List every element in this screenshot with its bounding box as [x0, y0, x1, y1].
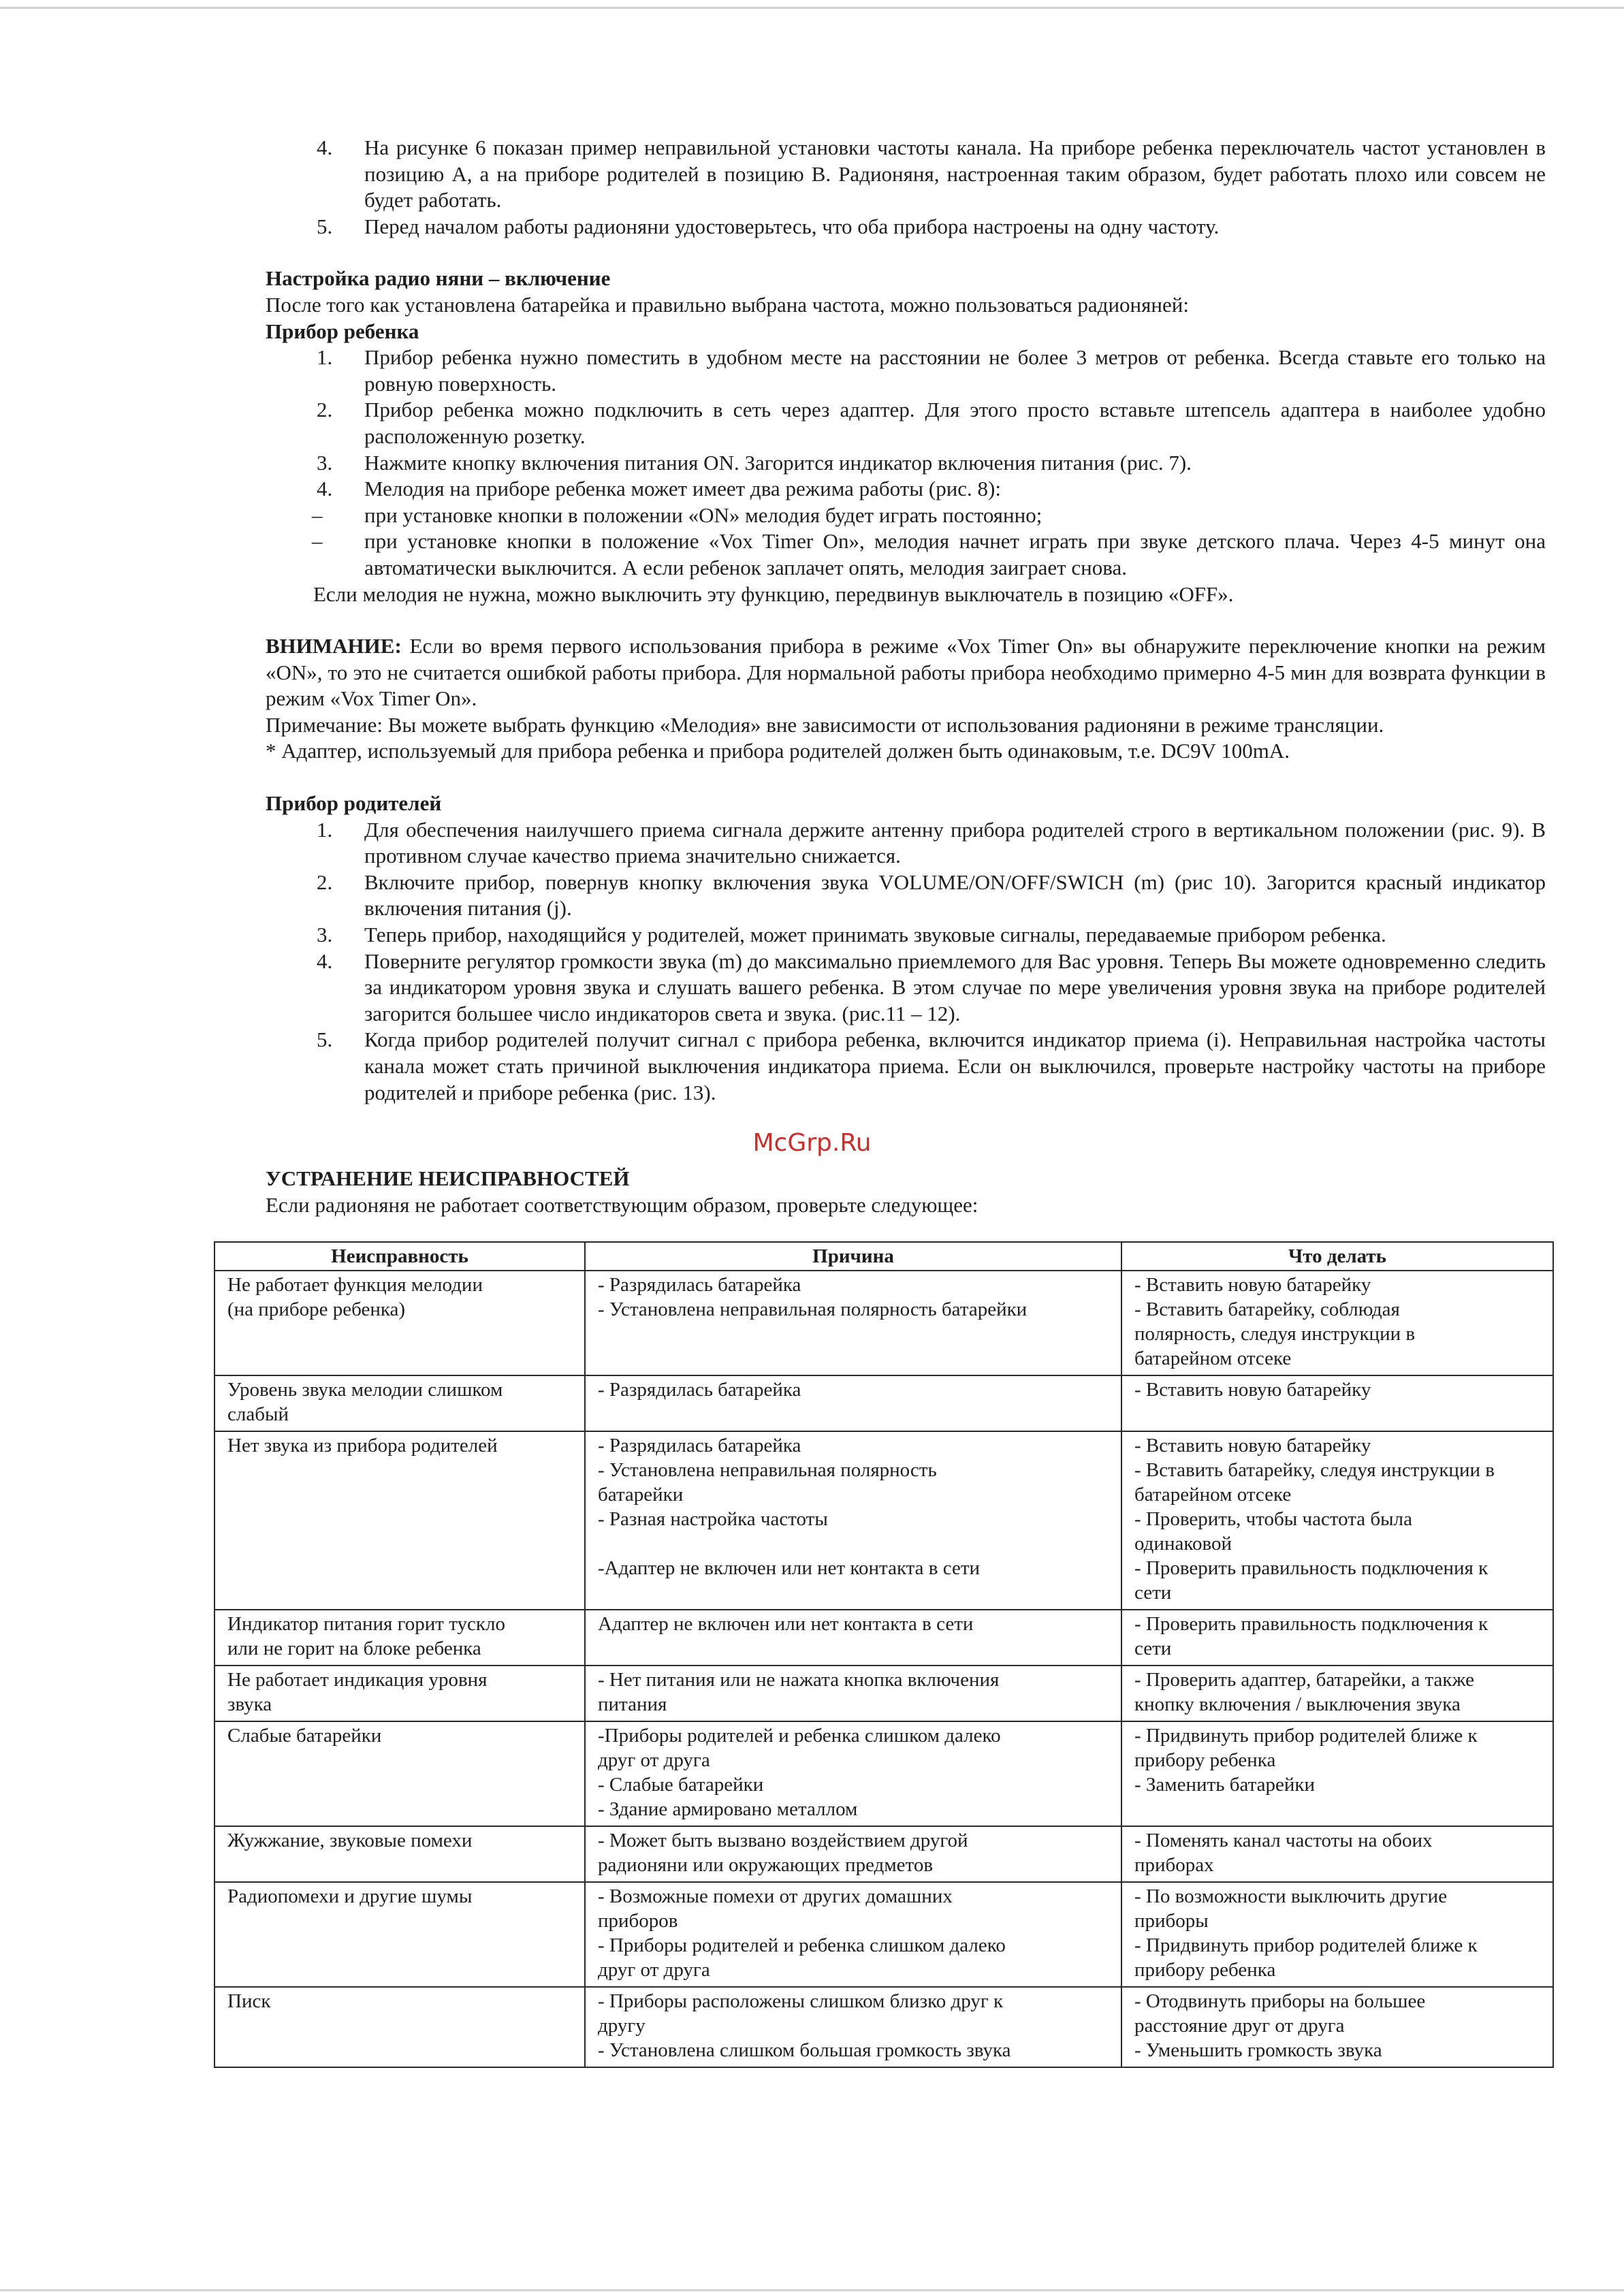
- adapter-note: * Адаптер, используемый для прибора ребенка и прибора родителей должен быть одинаковым, т.е. DC9V 100mA.: [266, 739, 1290, 763]
- cell-line: или не горит на блоке ребенка: [227, 1638, 481, 1659]
- child-dash-item: – при установке кнопки в положение «Vox Timer On», мелодия начнет играть при звуке детского плача. Через 4-5 минут она автоматически выключится. А если ребенок заплачет опять, мелодия заиграет снова.: [312, 529, 1546, 579]
- cell-line: батарейки: [598, 1484, 684, 1506]
- cell-line: одинаковой: [1134, 1533, 1232, 1555]
- troubleshooting-header: [266, 1166, 978, 1218]
- cell-line: расстояние друг от друга: [1134, 2015, 1345, 2037]
- cell-line: питания: [598, 1693, 667, 1715]
- cell-line: - Разная настройка частоты: [598, 1508, 828, 1530]
- problem-cell: [214, 1826, 585, 1882]
- child-item: 3. Нажмите кнопку включения питания ON. Загорится индикатор включения питания (рис. 7).: [317, 450, 1192, 475]
- table-body: [214, 1271, 1553, 2067]
- child-item: 2. Прибор ребенка можно подключить в сеть через адаптер. Для этого просто вставьте штепсель адаптера в наиболее удобно расположенную розетку.: [317, 398, 1546, 448]
- child-item: 4. Мелодия на приборе ребенка может имеет два режима работы (рис. 8):: [317, 477, 1001, 501]
- cell-line: Не работает функция мелодии: [227, 1274, 483, 1296]
- cell-line: - Проверить правильность подключения к: [1134, 1613, 1488, 1635]
- cell-line: слабый: [227, 1403, 289, 1425]
- problem-cell: [214, 1375, 585, 1431]
- problem-cell: [214, 1721, 585, 1826]
- column-header: Что делать: [1121, 1242, 1553, 1271]
- cell-line: прибору ребенка: [1134, 1959, 1276, 1981]
- troubleshooting-table: [214, 1241, 1554, 2068]
- cell-line: Уровень звука мелодии слишком: [227, 1379, 503, 1401]
- action-cell: [1121, 1271, 1553, 1375]
- column-header: Причина: [585, 1242, 1121, 1271]
- cell-line: - Разрядилась батарейка: [598, 1379, 801, 1401]
- table-row: [214, 1666, 1553, 1721]
- cell-line: - Разрядилась батарейка: [598, 1274, 801, 1296]
- attention-label: ВНИМАНИЕ:: [266, 634, 402, 658]
- cell-line: - По возможности выключить другие: [1134, 1885, 1448, 1907]
- cell-line: [598, 1531, 1109, 1556]
- cell-line: приборы: [1134, 1910, 1209, 1932]
- cell-line: другу: [598, 2015, 646, 2037]
- cell-line: - Вставить новую батарейку: [1134, 1435, 1371, 1456]
- cell-line: батарейном отсеке: [1134, 1348, 1292, 1369]
- table-row: [214, 1882, 1553, 1987]
- cell-line: -Адаптер не включен или нет контакта в сети: [598, 1557, 981, 1579]
- setup-heading: Настройка радио няни – включение: [266, 266, 611, 291]
- column-header: Неисправность: [214, 1242, 585, 1271]
- cell-line: - Вставить батарейку, соблюдая: [1134, 1299, 1400, 1320]
- problem-cell: [214, 1431, 585, 1610]
- cell-line: - Придвинуть прибор родителей ближе к: [1134, 1725, 1478, 1747]
- cell-line: Слабые батарейки: [227, 1725, 382, 1747]
- problem-cell: [214, 1882, 585, 1987]
- parent-unit-heading: Прибор родителей: [266, 791, 442, 816]
- action-cell: [1121, 1375, 1553, 1431]
- intro-item: 5. Перед началом работы радионяни удостоверьтесь, что оба прибора настроены на одну частоту.: [317, 214, 1220, 238]
- cell-line: Индикатор питания горит тускло: [227, 1613, 505, 1635]
- cell-line: сети: [1134, 1582, 1172, 1604]
- table-row: [214, 1271, 1553, 1375]
- table-row: [214, 1721, 1553, 1826]
- scan-bottom-edge: [0, 2289, 1624, 2291]
- troubleshooting-heading: УСТРАНЕНИЕ НЕИСПРАВНОСТЕЙ: [266, 1166, 630, 1190]
- cell-line: (на приборе ребенка): [227, 1299, 406, 1320]
- cause-cell: [585, 1721, 1121, 1826]
- cell-line: - Вставить новую батарейку: [1134, 1379, 1371, 1401]
- cause-cell: [585, 1375, 1121, 1431]
- cell-line: батарейном отсеке: [1134, 1484, 1292, 1506]
- cell-line: - Здание армировано металлом: [598, 1798, 858, 1820]
- cell-line: Радиопомехи и другие шумы: [227, 1885, 473, 1907]
- cause-cell: [585, 1666, 1121, 1721]
- table-row: [214, 1431, 1553, 1610]
- cell-line: Писк: [227, 1990, 271, 2012]
- cell-line: приборах: [1134, 1854, 1214, 1876]
- table-header-row: [214, 1242, 1553, 1271]
- parent-item: 4. Поверните регулятор громкости звука (m) до максимально приемлемого для Вас уровня. Теперь Вы можете одновременно следить за индикатором уровня звука и слушать вашего ребенка. В этом случае по мере увеличения уровня звука на приборе родителей загорится большее число индикаторов света и звука. (рис.11 – 12).: [317, 949, 1546, 1025]
- cell-line: - Вставить новую батарейку: [1134, 1274, 1371, 1296]
- cause-cell: [585, 1610, 1121, 1666]
- cell-line: - Приборы расположены слишком близко друг к: [598, 1990, 1004, 2012]
- cause-cell: [585, 1271, 1121, 1375]
- note: Примечание: Вы можете выбрать функцию «Мелодия» вне зависимости от использования радионяни в режиме трансляции.: [266, 712, 1384, 737]
- problem-cell: [214, 1987, 585, 2067]
- cell-line: - Может быть вызвано воздействием другой: [598, 1830, 968, 1851]
- setup-intro: После того как установлена батарейка и правильно выбрана частота, можно пользоваться радионяней:: [266, 292, 1189, 317]
- action-cell: [1121, 1987, 1553, 2067]
- cell-line: - Разрядилась батарейка: [598, 1435, 801, 1456]
- parent-item: 2. Включите прибор, повернув кнопку включения звука VOLUME/ON/OFF/SWICH (m) (рис 10). Загорится красный индикатор включения питания (j).: [317, 870, 1546, 921]
- troubleshooting-intro: Если радионяня не работает соответствующим образом, проверьте следующее:: [266, 1192, 978, 1217]
- child-dash-item: – при установке кнопки в положении «ON» мелодия будет играть постоянно;: [312, 503, 1042, 527]
- parent-item: 1. Для обеспечения наилучшего приема сигнала держите антенну прибора родителей строго в вертикальном положении (рис. 9). В противном случае качество приема значительно снижается.: [317, 817, 1546, 868]
- cell-line: прибору ребенка: [1134, 1749, 1276, 1771]
- cell-line: Адаптер не включен или нет контакта в сети: [598, 1613, 974, 1635]
- melody-off-note: Если мелодия не нужна, можно выключить эту функцию, передвинув выключатель в позицию «OFF».: [313, 582, 1234, 606]
- action-cell: [1121, 1666, 1553, 1721]
- cell-line: Жужжание, звуковые помехи: [227, 1830, 473, 1851]
- cell-line: Нет звука из прибора родителей: [227, 1435, 498, 1456]
- action-cell: [1121, 1431, 1553, 1610]
- intro-item: 4. На рисунке 6 показан пример неправильной установки частоты канала. На приборе ребенка переключатель частот установлен в позицию А, а на приборе родителей в позицию В. Радионяня, настроенная таким образом, будет работать плохо или совсем не будет работать.: [317, 136, 1546, 212]
- cell-line: - Проверить адаптер, батарейки, а также: [1134, 1669, 1475, 1691]
- cell-line: - Установлена неправильная полярность: [598, 1459, 937, 1481]
- action-cell: [1121, 1826, 1553, 1882]
- table-row: [214, 1826, 1553, 1882]
- table-row: [214, 1987, 1553, 2067]
- cell-line: - Проверить, чтобы частота была: [1134, 1508, 1412, 1530]
- cell-line: кнопку включения / выключения звука: [1134, 1693, 1461, 1715]
- cell-line: друг от друга: [598, 1959, 710, 1981]
- child-item: 1. Прибор ребенка нужно поместить в удобном месте на расстоянии не более 3 метров от ребенка. Всегда ставьте его только на ровную поверхность.: [317, 345, 1546, 396]
- parent-item: 5. Когда прибор родителей получит сигнал с прибора ребенка, включится индикатор приема (i). Неправильная настройка частоты канала может стать причиной выключения индикатора приема. Если он выключился, проверьте настройку частоты на приборе родителей и приборе ребенка (рис. 13).: [317, 1027, 1546, 1104]
- parent-item: 3. Теперь прибор, находящийся у родителей, может принимать звуковые сигналы, передаваемые прибором ребенка.: [317, 923, 1386, 947]
- cell-line: - Нет питания или не нажата кнопка включения: [598, 1669, 1000, 1691]
- cell-line: - Установлена слишком большая громкость звука: [598, 2039, 1011, 2061]
- cell-line: - Поменять канал частоты на обоих: [1134, 1830, 1433, 1851]
- cell-line: звука: [227, 1693, 272, 1715]
- main-text: [266, 135, 1546, 1106]
- cause-cell: [585, 1826, 1121, 1882]
- cause-cell: [585, 1987, 1121, 2067]
- cell-line: - Отодвинуть приборы на большее: [1134, 1990, 1426, 2012]
- cell-line: - Придвинуть прибор родителей ближе к: [1134, 1934, 1478, 1956]
- problem-cell: [214, 1610, 585, 1666]
- cell-line: - Заменить батарейки: [1134, 1774, 1315, 1796]
- scan-top-edge: [0, 7, 1624, 9]
- cell-line: - Вставить батарейку, следуя инструкции в: [1134, 1459, 1495, 1481]
- cell-line: - Уменьшить громкость звука: [1134, 2039, 1382, 2061]
- attention-paragraph: ВНИМАНИЕ: Если во время первого использования прибора в режиме «Vox Timer On» вы обнаружите переключение кнопки на режим «ON», то это не считается ошибкой работы прибора. Для нормальной работы прибора необходимо примерно 4-5 мин для возврата функции в режим «Vox Timer On».: [266, 634, 1546, 711]
- action-cell: [1121, 1610, 1553, 1666]
- cell-line: - Слабые батарейки: [598, 1774, 764, 1796]
- action-cell: [1121, 1882, 1553, 1987]
- cell-line: приборов: [598, 1910, 678, 1932]
- cell-line: -Приборы родителей и ребенка слишком далеко: [598, 1725, 1001, 1747]
- problem-cell: [214, 1666, 585, 1721]
- cell-line: друг от друга: [598, 1749, 710, 1771]
- cause-cell: [585, 1882, 1121, 1987]
- cell-line: - Возможные помехи от других домашних: [598, 1885, 953, 1907]
- problem-cell: [214, 1271, 585, 1375]
- table-row: [214, 1610, 1553, 1666]
- cause-cell: [585, 1431, 1121, 1610]
- watermark-link[interactable]: McGrp.Ru: [752, 1129, 872, 1157]
- action-cell: [1121, 1721, 1553, 1826]
- cell-line: - Установлена неправильная полярность батарейки: [598, 1299, 1028, 1320]
- cell-line: полярность, следуя инструкции в: [1134, 1323, 1416, 1345]
- cell-line: Не работает индикация уровня: [227, 1669, 488, 1691]
- child-unit-heading: Прибор ребенка: [266, 319, 419, 343]
- table-row: [214, 1375, 1553, 1431]
- cell-line: сети: [1134, 1638, 1172, 1659]
- cell-line: - Приборы родителей и ребенка слишком далеко: [598, 1934, 1006, 1956]
- cell-line: - Проверить правильность подключения к: [1134, 1557, 1488, 1579]
- cell-line: радионяни или окружающих предметов: [598, 1854, 934, 1876]
